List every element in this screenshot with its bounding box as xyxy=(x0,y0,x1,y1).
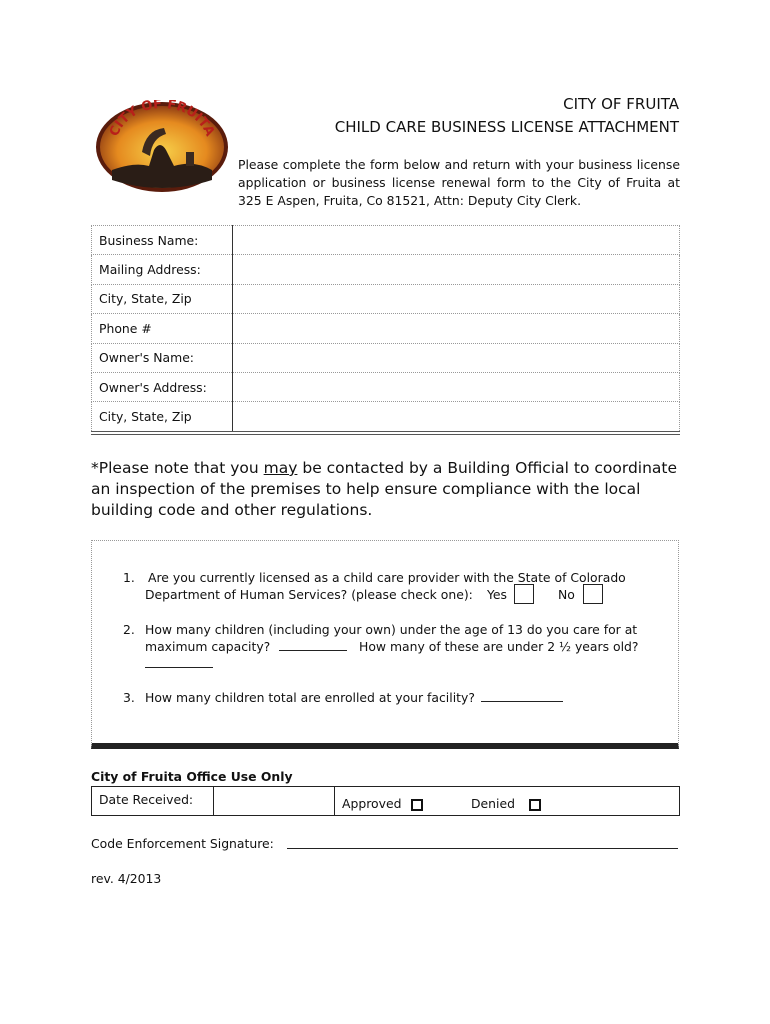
svg-text:CITY OF FRUITA: CITY OF FRUITA xyxy=(106,100,218,139)
date-received-label: Date Received: xyxy=(92,787,214,815)
approved-option xyxy=(342,787,423,824)
no-label: No xyxy=(558,587,575,602)
signature-label: Code Enforcement Signature: xyxy=(91,836,274,851)
intro-text: Please complete the form below and return with your business license application or business license renewal form to the City of Fruita at 325 E Aspen, Fruita, Co 81521, Attn: Deputy City Clerk. xyxy=(238,157,680,208)
question-1-number: 1. xyxy=(123,570,135,585)
office-use-table xyxy=(91,786,680,816)
questions-box xyxy=(91,540,679,749)
revision-note: rev. 4/2013 xyxy=(91,871,162,886)
question-2-line2a: maximum capacity? xyxy=(145,639,271,654)
no-checkbox[interactable] xyxy=(583,584,603,604)
form-title: CHILD CARE BUSINESS LICENSE ATTACHMENT xyxy=(334,118,679,136)
yes-label: Yes xyxy=(487,587,508,602)
info-value-field[interactable] xyxy=(233,372,680,401)
emphasis-may: may xyxy=(263,459,298,477)
info-value-field[interactable] xyxy=(233,284,680,313)
info-row xyxy=(92,372,680,401)
denied-label: Denied xyxy=(471,796,515,811)
question-2-line2b: How many of these are under 2 ½ years old? xyxy=(359,639,639,654)
approved-label: Approved xyxy=(342,796,402,811)
info-value-field[interactable] xyxy=(233,343,680,372)
info-label: City, State, Zip xyxy=(92,284,233,313)
total-enrolled-field[interactable] xyxy=(481,689,563,702)
info-label: Owner's Name: xyxy=(92,343,233,372)
info-label: Business Name: xyxy=(92,226,233,255)
question-1-line2: Department of Human Services? (please check one): xyxy=(145,587,473,602)
info-row xyxy=(92,226,680,255)
info-value-field[interactable] xyxy=(233,314,680,343)
info-value-field[interactable] xyxy=(233,226,680,255)
info-row xyxy=(92,284,680,313)
city-logo xyxy=(94,100,230,194)
city-name: CITY OF FRUITA xyxy=(563,95,679,113)
info-value-field[interactable] xyxy=(233,255,680,284)
question-3-number: 3. xyxy=(123,690,135,705)
date-received-field[interactable] xyxy=(214,787,335,815)
info-value-field[interactable] xyxy=(233,402,680,433)
inspection-note: *Please note that you may be contacted by a Building Official to coordinate an inspection of the premises to help ensure compliance with the local building code and other regulations. xyxy=(91,459,678,519)
question-1-line1: Are you currently licensed as a child care provider with the State of Colorado xyxy=(148,570,626,585)
denied-option xyxy=(471,787,541,824)
under-two-field[interactable] xyxy=(145,655,213,668)
header-block xyxy=(335,93,679,139)
question-3-text: How many children total are enrolled at your facility? xyxy=(145,690,475,705)
question-2-number: 2. xyxy=(123,622,135,637)
info-row xyxy=(92,314,680,343)
yes-checkbox[interactable] xyxy=(514,584,534,604)
approved-checkbox[interactable] xyxy=(411,799,423,811)
info-row xyxy=(92,255,680,284)
business-info-table xyxy=(91,225,680,435)
info-label: Mailing Address: xyxy=(92,255,233,284)
signature-line[interactable] xyxy=(287,848,678,849)
denied-checkbox[interactable] xyxy=(529,799,541,811)
info-row xyxy=(92,402,680,433)
office-use-title: City of Fruita Office Use Only xyxy=(91,769,293,784)
question-2-line1: How many children (including your own) under the age of 13 do you care for at xyxy=(145,622,638,637)
info-row xyxy=(92,343,680,372)
info-label: Owner's Address: xyxy=(92,372,233,401)
info-label: Phone # xyxy=(92,314,233,343)
max-capacity-field[interactable] xyxy=(279,638,347,651)
info-label: City, State, Zip xyxy=(92,402,233,433)
